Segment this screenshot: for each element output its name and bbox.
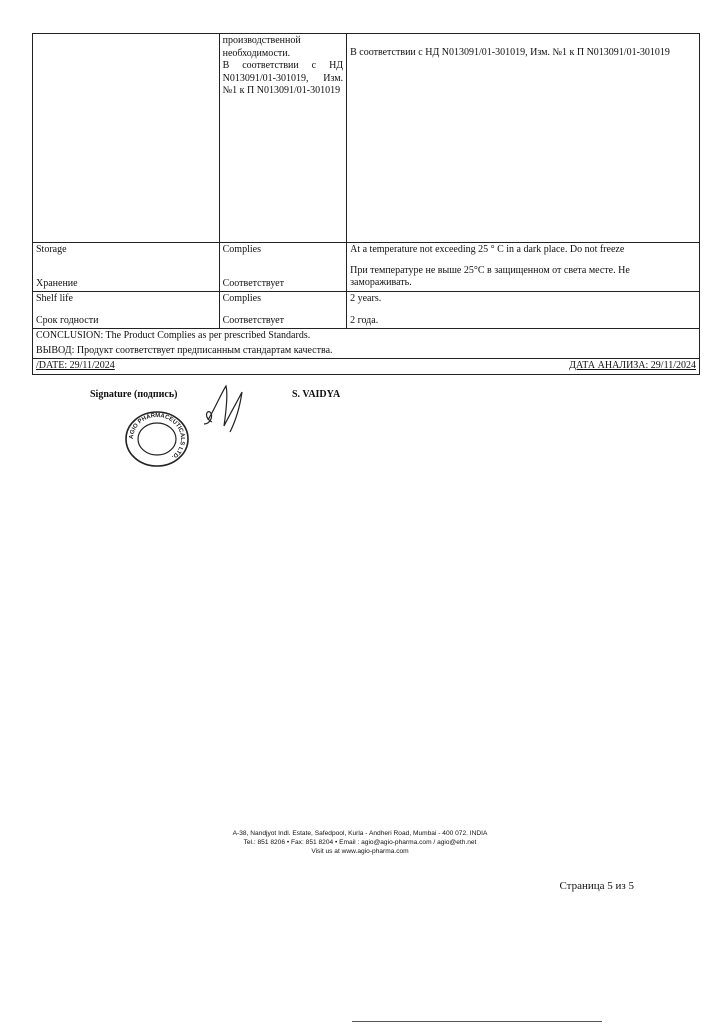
date-row (33, 359, 700, 375)
signatory-name: S. VAIDYA (292, 389, 341, 400)
spec-en: At a temperature not exceeding 25 ° C in a dark place. Do not freeze (350, 244, 625, 255)
spec-cell (347, 34, 700, 243)
date-label: /DATE: 29/11/2024 (36, 360, 115, 371)
conclusion-row (33, 329, 700, 359)
signature-label: Signature (подпись) (90, 389, 178, 400)
spec-text: В соответствии с НД N013091/01-301019, Изм. №1 к П N013091/01-301019 (350, 47, 670, 58)
spec-ru-2: замораживать. (350, 277, 412, 288)
date-cell (33, 359, 700, 375)
param-cell (33, 34, 220, 243)
table-row (33, 34, 700, 243)
result-cell (219, 292, 346, 329)
result-line: №1 к П N013091/01-301019 (222, 85, 341, 96)
footer-contacts: Tel.: 851 8206 • Fax: 851 8204 • Email : agio@agio-pharma.com / agio@eth.net (243, 839, 477, 846)
param-ru: Хранение (36, 277, 78, 289)
result-line: необходимости. (222, 47, 291, 59)
spec-ru: 2 года. (350, 314, 379, 326)
param-en: Storage (36, 244, 67, 255)
handwritten-signature (196, 380, 256, 440)
spec-ru-1: При температуре не выше 25°С в защищенном от света месте. Не (350, 264, 630, 276)
result-en: Complies (222, 293, 261, 304)
spec-en: 2 years. (350, 293, 382, 304)
footer-website: Visit us at www.agio-pharma.com (311, 848, 409, 855)
result-en: Complies (222, 244, 261, 255)
result-line: производственной (222, 35, 301, 46)
seal-text: AGIO PHARMACEUTICALS LTD. (128, 412, 186, 460)
result-cell (219, 34, 346, 243)
table-row-storage (33, 243, 700, 292)
spec-cell (347, 292, 700, 329)
footer-address: A-38, Nandjyot Indl. Estate, Safedpool, Kurla - Andheri Road, Mumbai - 400 072. INDIA (232, 830, 488, 837)
param-ru: Срок годности (36, 314, 99, 326)
conclusion-en: CONCLUSION: The Product Complies as per prescribed Standards. (36, 330, 311, 341)
param-cell (33, 292, 220, 329)
result-line: N013091/01-301019, Изм. (222, 72, 344, 84)
param-en: Shelf life (36, 293, 73, 304)
page-number: Страница 5 из 5 (559, 880, 634, 892)
result-line: В соответствии с НД (222, 60, 344, 71)
conclusion-ru: ВЫВОД: Продукт соответствует предписанным стандартам качества. (36, 344, 333, 356)
table-row-shelf-life (33, 292, 700, 329)
results-table (32, 33, 700, 375)
company-seal (124, 410, 190, 468)
analysis-date: ДАТА АНАЛИЗА: 29/11/2024 (569, 360, 696, 371)
conclusion-cell (33, 329, 700, 359)
divider (352, 1021, 602, 1022)
result-ru: Соответствует (222, 277, 284, 289)
result-ru: Соответствует (222, 314, 284, 326)
spec-cell (347, 243, 700, 292)
param-cell (33, 243, 220, 292)
footer (0, 829, 720, 856)
result-cell (219, 243, 346, 292)
